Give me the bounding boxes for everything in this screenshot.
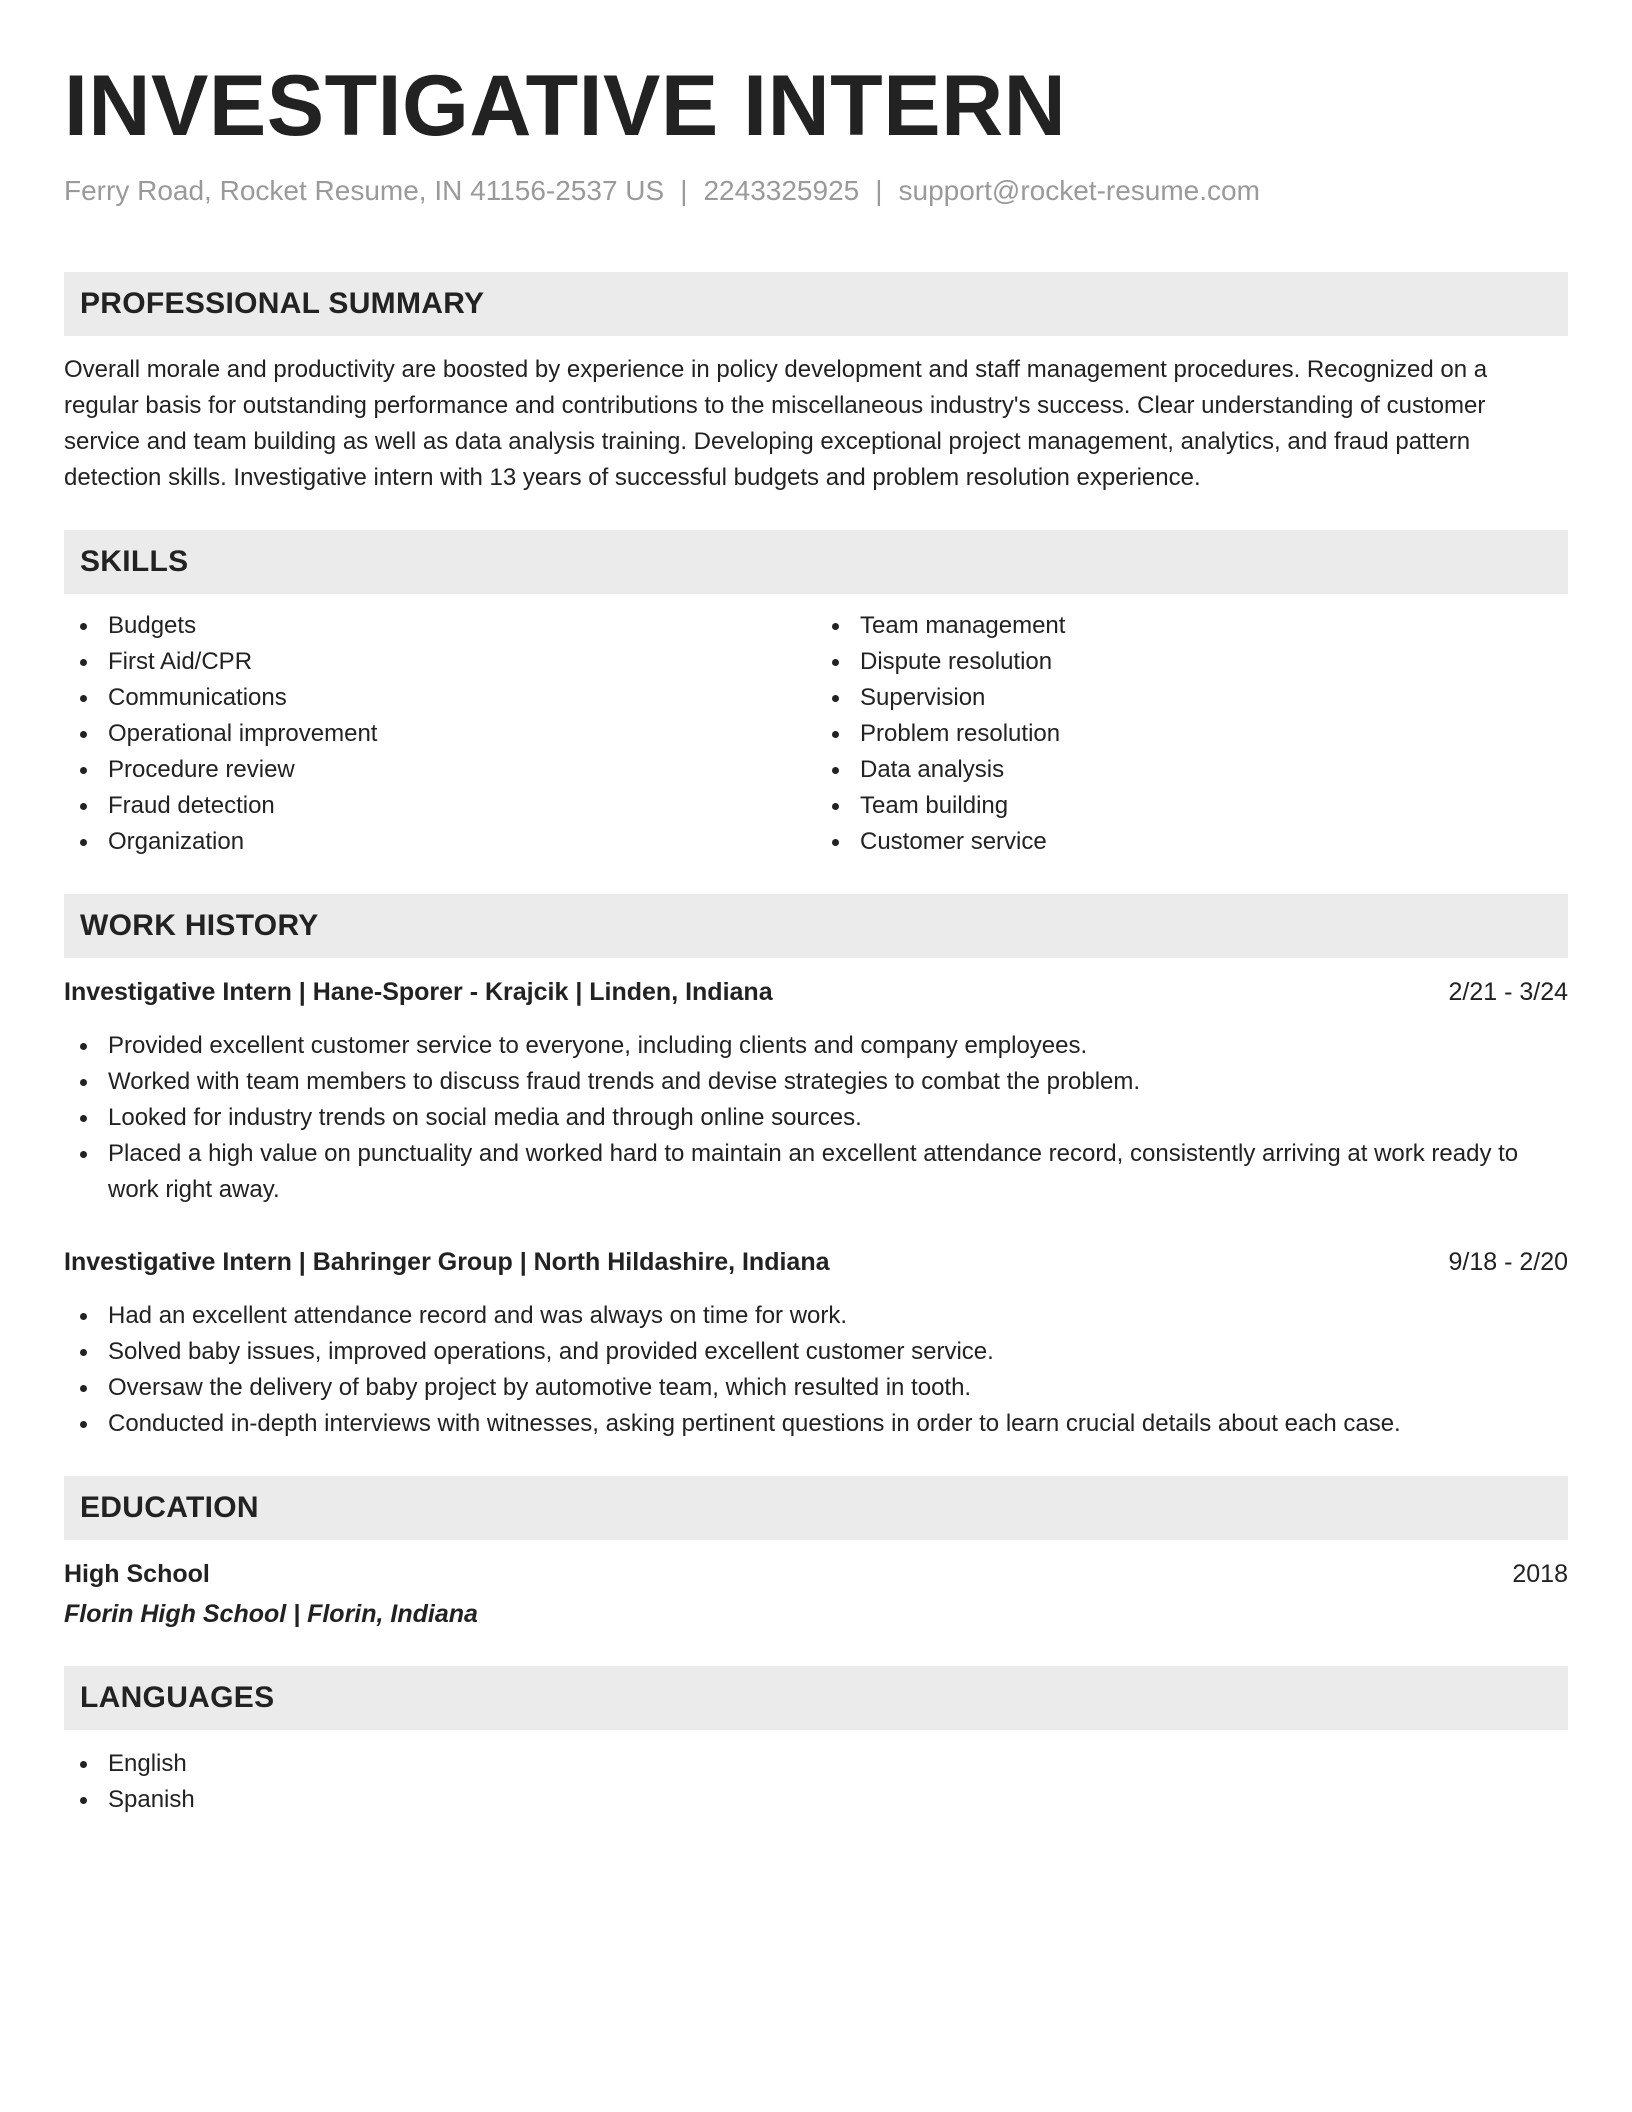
skill-item: Supervision — [816, 680, 1568, 716]
job-bullet: Looked for industry trends on social media and through online sources. — [64, 1100, 1568, 1136]
job-dates: 2/21 - 3/24 — [1448, 978, 1568, 1006]
section-header-work-history: WORK HISTORY — [64, 894, 1568, 958]
languages-list — [64, 1746, 1568, 1818]
summary-line: regular basis for outstanding performance and contributions to the miscellaneous industry's success. Clear understanding of customer — [64, 392, 1486, 419]
contact-separator: | — [875, 175, 883, 206]
job-bullet: Provided excellent customer service to everyone, including clients and company employees. — [64, 1028, 1568, 1064]
skill-item: Communications — [64, 680, 816, 716]
summary-line: detection skills. Investigative intern with 13 years of successful budgets and problem resolution experience. — [64, 464, 1201, 491]
job-entry — [64, 974, 1568, 1208]
summary-line: Overall morale and productivity are boosted by experience in policy development and staff management procedures. Recognized on a — [64, 356, 1488, 383]
education-entry — [64, 1556, 1568, 1632]
skill-item: Team building — [816, 788, 1568, 824]
section-header-education: EDUCATION — [64, 1476, 1568, 1540]
skill-item: Dispute resolution — [816, 644, 1568, 680]
summary-text — [64, 352, 1568, 496]
contact-separator: | — [680, 175, 688, 206]
skill-item: First Aid/CPR — [64, 644, 816, 680]
contact-phone: 2243325925 — [703, 175, 860, 206]
language-item: Spanish — [64, 1782, 1568, 1818]
contact-line — [64, 174, 1568, 208]
summary-line: service and team building as well as data analysis training. Developing exceptional project management, analytics, and fraud pattern — [64, 428, 1471, 455]
section-header-languages: LANGUAGES — [64, 1666, 1568, 1730]
skill-item: Procedure review — [64, 752, 816, 788]
section-header-skills: SKILLS — [64, 530, 1568, 594]
job-heading-row — [64, 974, 1568, 1010]
education-heading-row — [64, 1556, 1568, 1592]
job-bullet: Solved baby issues, improved operations, and provided excellent customer service. — [64, 1334, 1568, 1370]
skill-item: Fraud detection — [64, 788, 816, 824]
contact-email: support@rocket-resume.com — [898, 175, 1260, 206]
job-dates: 9/18 - 2/20 — [1448, 1248, 1568, 1276]
contact-address: Ferry Road, Rocket Resume, IN 41156-2537 US — [64, 175, 665, 206]
job-bullet: Had an excellent attendance record and was always on time for work. — [64, 1298, 1568, 1334]
skills-list-left — [64, 608, 816, 860]
skill-item: Data analysis — [816, 752, 1568, 788]
skill-item: Budgets — [64, 608, 816, 644]
job-title: Investigative Intern | Bahringer Group | North Hildashire, Indiana — [64, 1248, 830, 1276]
skill-item: Customer service — [816, 824, 1568, 860]
job-bullet: Conducted in-depth interviews with witnesses, asking pertinent questions in order to learn crucial details about each case. — [64, 1406, 1568, 1442]
skill-item: Problem resolution — [816, 716, 1568, 752]
skills-list-right — [816, 608, 1568, 860]
job-entry — [64, 1244, 1568, 1442]
skills-grid — [64, 608, 1568, 860]
job-bullet: Worked with team members to discuss fraud trends and devise strategies to combat the problem. — [64, 1064, 1568, 1100]
skill-item: Operational improvement — [64, 716, 816, 752]
job-heading-row — [64, 1244, 1568, 1280]
skill-item: Organization — [64, 824, 816, 860]
education-degree: High School — [64, 1560, 210, 1588]
job-title: Investigative Intern | Hane-Sporer - Krajcik | Linden, Indiana — [64, 978, 773, 1006]
section-header-summary: PROFESSIONAL SUMMARY — [64, 272, 1568, 336]
skill-item: Team management — [816, 608, 1568, 644]
job-bullets — [64, 1298, 1568, 1442]
job-bullet: Oversaw the delivery of baby project by automotive team, which resulted in tooth. — [64, 1370, 1568, 1406]
language-item: English — [64, 1746, 1568, 1782]
job-bullet: Placed a high value on punctuality and worked hard to maintain an excellent attendance record, consistently arriving at work ready to work right away. — [64, 1136, 1568, 1208]
education-year: 2018 — [1512, 1560, 1568, 1588]
education-school: Florin High School | Florin, Indiana — [64, 1600, 478, 1628]
job-bullets — [64, 1028, 1568, 1208]
candidate-name: INVESTIGATIVE INTERN — [64, 58, 1067, 154]
